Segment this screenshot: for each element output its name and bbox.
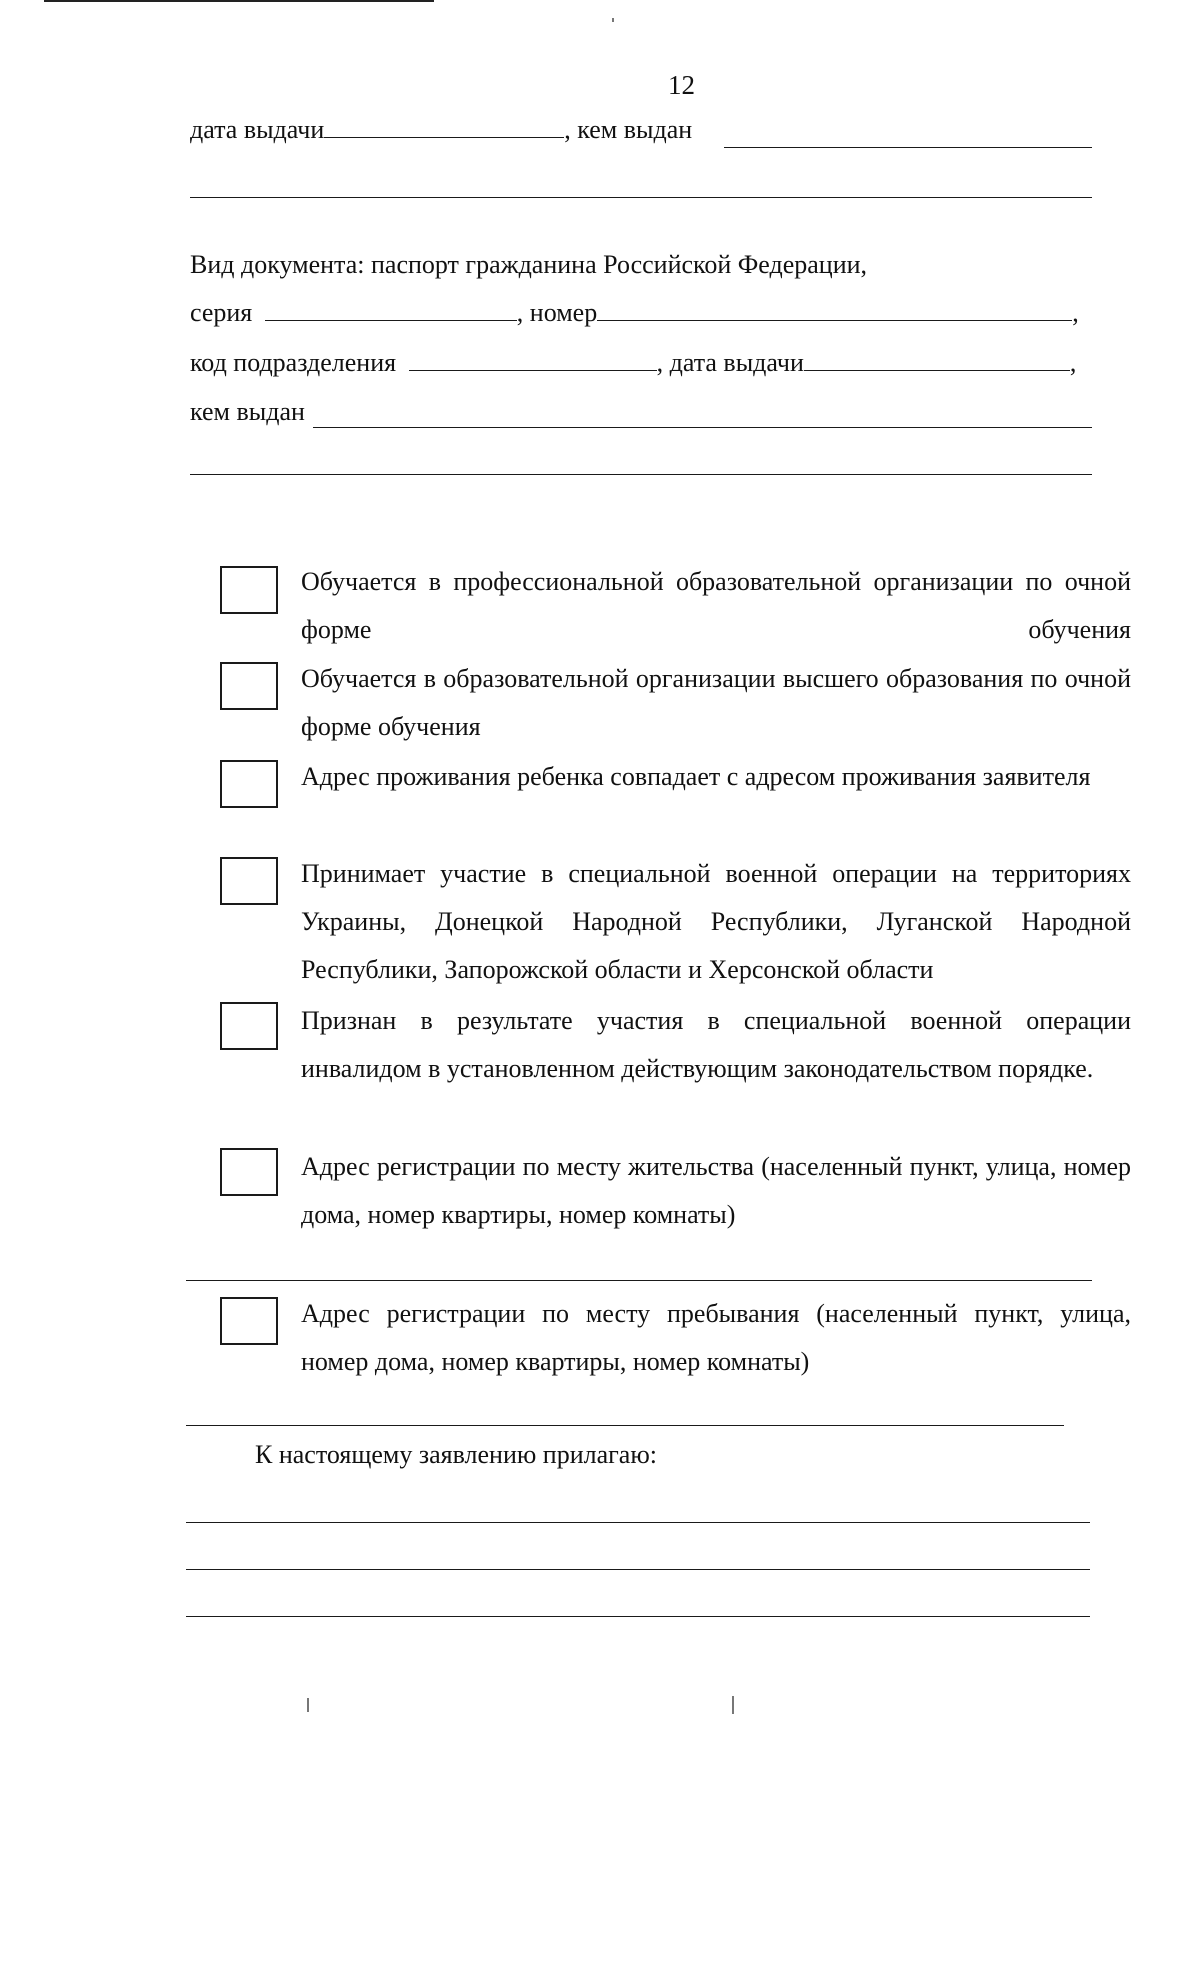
passport-issue-date-label: , дата выдачи (656, 348, 804, 377)
checkbox-vocational-education[interactable] (220, 566, 278, 614)
stay-address-field[interactable] (186, 1425, 1064, 1426)
checkbox-higher-education[interactable] (220, 662, 278, 710)
issue-date-comma: , (1069, 348, 1077, 377)
passport-issued-by-label: кем выдан (190, 397, 305, 426)
division-code-label: код подразделения (190, 348, 397, 377)
scan-speck (732, 1696, 734, 1714)
checkbox-label-svo-disability: Признан в результате участия в специальной военной операции инвалидом в установленном действующим законодательством порядке. (301, 1006, 1131, 1083)
division-code-field[interactable] (409, 348, 657, 371)
page-number: 12 (668, 70, 695, 100)
issue-date-field[interactable] (324, 115, 564, 138)
document-type-line: Вид документа: паспорт гражданина Российской Федерации, (190, 250, 868, 279)
number-comma: , (1072, 298, 1079, 327)
checkbox-label-residence-registration: Адрес регистрации по месту жительства (населенный пункт, улица, номер дома, номер квартиры, номер комнаты) (301, 1152, 1131, 1229)
issued-by-continuation-field[interactable] (190, 197, 1092, 198)
scan-speck (612, 18, 614, 22)
scan-edge-line (44, 0, 434, 2)
checkbox-label-svo-participant: Принимает участие в специальной военной операции на территориях Украины, Донецкой Народной Республики, Луганской Народной Республики, Запорожской области и Херсонской области (301, 859, 1131, 984)
series-number-line (190, 298, 1079, 328)
checkbox-label-vocational-education: Обучается в профессиональной образовательной организации по очной форме обучения (301, 567, 1131, 644)
residence-address-field[interactable] (186, 1280, 1092, 1281)
passport-issued-by-field[interactable] (313, 427, 1092, 428)
issue-date-label: дата выдачи (190, 115, 325, 144)
checkbox-residence-registration[interactable] (220, 1148, 278, 1196)
attachment-line[interactable] (186, 1522, 1090, 1523)
division-date-line (190, 348, 1076, 378)
scan-speck (307, 1698, 309, 1712)
attachment-line[interactable] (186, 1569, 1090, 1570)
checkbox-svo-participant[interactable] (220, 857, 278, 905)
checkbox-stay-registration[interactable] (220, 1297, 278, 1345)
series-field[interactable] (265, 298, 517, 321)
checkbox-label-same-address: Адрес проживания ребенка совпадает с адресом проживания заявителя (301, 762, 1091, 791)
passport-issued-by-continuation-field[interactable] (190, 474, 1092, 475)
attachment-line[interactable] (186, 1616, 1090, 1617)
prev-document-line (190, 115, 692, 145)
series-label: серия (190, 298, 253, 327)
checkbox-label-stay-registration: Адрес регистрации по месту пребывания (населенный пункт, улица, номер дома, номер квартиры, номер комнаты) (301, 1299, 1131, 1376)
issued-by-label: , кем выдан (564, 115, 693, 144)
passport-issue-date-field[interactable] (804, 348, 1070, 371)
number-label: , номер (516, 298, 598, 327)
checkbox-label-higher-education: Обучается в образовательной организации высшего образования по очной форме обучения (301, 664, 1131, 741)
number-field[interactable] (597, 298, 1072, 321)
attachments-title: К настоящему заявлению прилагаю: (255, 1440, 657, 1469)
checkbox-svo-disability[interactable] (220, 1002, 278, 1050)
issued-by-field[interactable] (724, 147, 1092, 148)
checkbox-same-address[interactable] (220, 760, 278, 808)
